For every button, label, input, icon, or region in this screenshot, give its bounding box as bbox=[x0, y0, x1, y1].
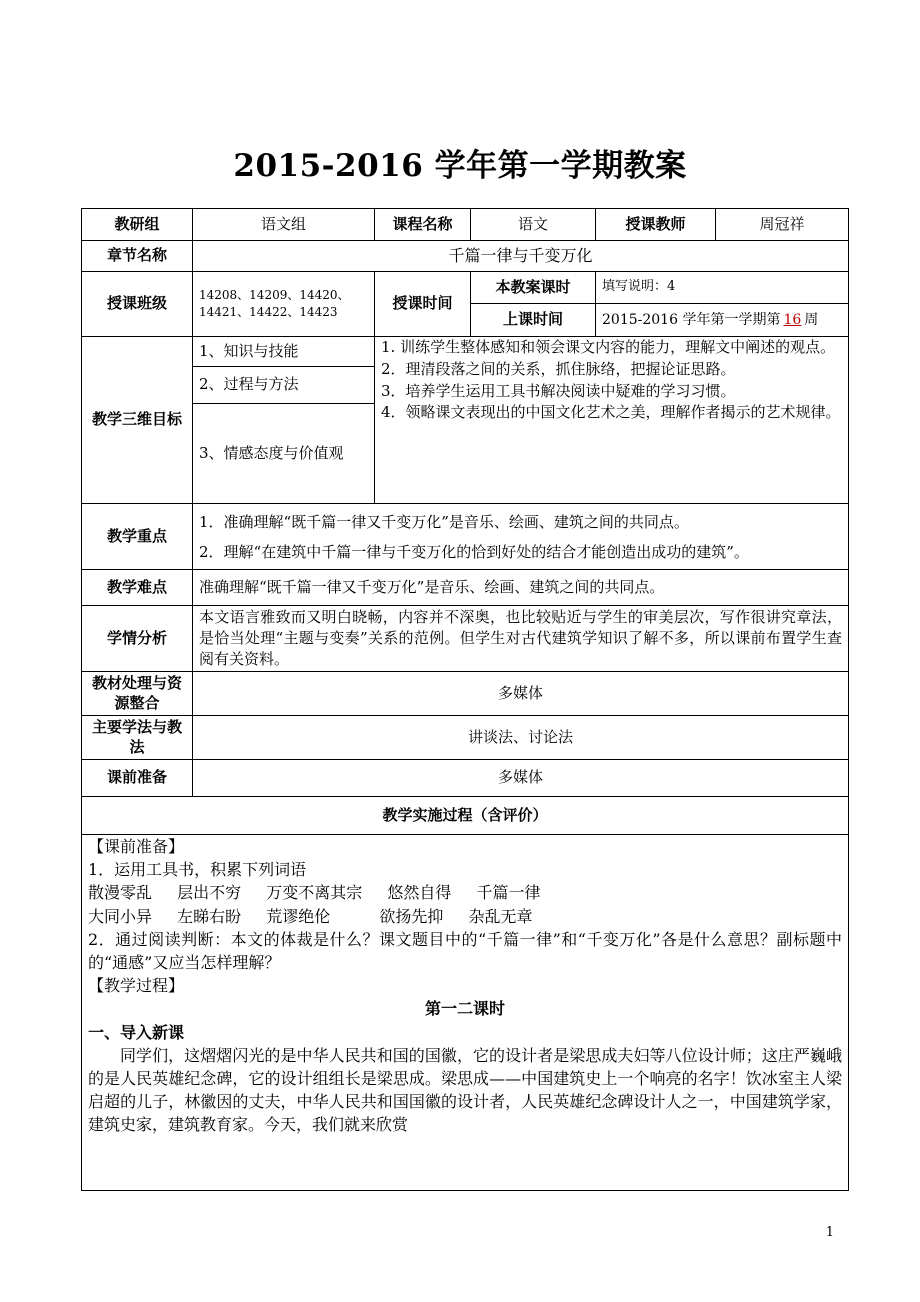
resources-label: 教材处理与资源整合 bbox=[82, 672, 193, 716]
intro-paragraph: 同学们，这熠熠闪光的是中华人民共和国的国徽，它的设计者是梁思成夫妇等八位设计师；这庄严巍峨的是人民英雄纪念碑，它的设计组组长是梁思成。梁思成——中国建筑史上一个响亮的名字！饮冰室主人梁启超的儿子，林徽因的丈夫，中华人民共和国国徽的设计者，人民英雄纪念碑设计人之一，中国建筑学家，建筑史家，建筑教育家。今天，我们就来欣赏 bbox=[88, 1045, 842, 1135]
vocab-word: 杂乱无章 bbox=[468, 906, 533, 926]
vocab-row-2 bbox=[88, 905, 842, 928]
vocab-word: 层出不穷 bbox=[177, 883, 242, 903]
vocab-word: 大同小异 bbox=[88, 906, 153, 926]
lesson-time-value bbox=[596, 304, 849, 337]
resources-value: 多媒体 bbox=[193, 672, 849, 716]
process-body bbox=[82, 835, 849, 1191]
goal-item: 3．培养学生运用工具书解决阅读中疑难的学习习惯。 bbox=[381, 381, 736, 400]
key-points-content bbox=[193, 504, 849, 570]
course-value: 语文 bbox=[471, 209, 596, 241]
goal-dim-attitude: 3、情感态度与价值观 bbox=[193, 404, 375, 504]
prep-row bbox=[82, 760, 849, 797]
task-2: 2．通过阅读判断：本文的体裁是什么？课文题目中的“千篇一律”和“千变万化”各是什么意思？副标题中的“通感”又应当怎样理解？ bbox=[88, 929, 842, 972]
difficulty-label: 教学难点 bbox=[82, 570, 193, 606]
time-label: 授课时间 bbox=[375, 272, 471, 337]
key-points-label: 教学重点 bbox=[82, 504, 193, 570]
vocab-word: 荒谬绝伦 bbox=[266, 906, 331, 926]
process-title-row bbox=[82, 797, 849, 835]
methods-label: 主要学法与教法 bbox=[82, 716, 193, 760]
goal-dim-knowledge: 1、知识与技能 bbox=[193, 337, 375, 367]
session-heading: 第一二课时 bbox=[424, 999, 505, 1019]
class-label: 授课班级 bbox=[82, 272, 193, 337]
analysis-value: 本文语言雅致而又明白晓畅，内容并不深奥，也比较贴近与学生的审美层次，写作很讲究章法，是恰当处理“主题与变奏”关系的范例。但学生对古代建筑学知识了解不多，所以课前布置学生查阅有关资料。 bbox=[193, 606, 849, 672]
header-row bbox=[82, 209, 849, 241]
difficulty-value: 准确理解“既千篇一律又千变万化”是音乐、绘画、建筑之间的共同点。 bbox=[193, 570, 849, 606]
analysis-label: 学情分析 bbox=[82, 606, 193, 672]
goals-label: 教学三维目标 bbox=[82, 337, 193, 504]
vocab-word: 万变不离其宗 bbox=[266, 883, 363, 903]
lesson-time-suffix: 周 bbox=[804, 311, 819, 328]
lesson-time-label: 上课时间 bbox=[471, 304, 596, 337]
hours-value: 填写说明：4 bbox=[596, 272, 849, 304]
lesson-plan-table bbox=[81, 208, 849, 1191]
vocab-word: 散漫零乱 bbox=[88, 883, 153, 903]
process-title: 教学实施过程（含评价） bbox=[82, 797, 849, 835]
goal-item: 2．理清段落之间的关系，抓住脉络，把握论证思路。 bbox=[381, 359, 736, 378]
chapter-row bbox=[82, 241, 849, 272]
class-row-top bbox=[82, 272, 849, 304]
chapter-label: 章节名称 bbox=[82, 241, 193, 272]
goal-item: 4．领略课文表现出的中国文化艺术之美，理解作者揭示的艺术规律。 bbox=[381, 403, 841, 422]
hours-label: 本教案课时 bbox=[471, 272, 596, 304]
key-point-item: 1．准确理解“既千篇一律又千变万化”是音乐、绘画、建筑之间的共同点。 bbox=[199, 512, 689, 531]
vocab-word: 千篇一律 bbox=[476, 883, 541, 903]
goals-content bbox=[375, 337, 849, 504]
goals-row-1 bbox=[82, 337, 849, 367]
week-number: 16 bbox=[783, 311, 802, 328]
methods-row bbox=[82, 716, 849, 760]
pre-class-heading: 【课前准备】 bbox=[88, 837, 185, 856]
teacher-value: 周冠祥 bbox=[716, 209, 849, 241]
vocab-word: 左睇右盼 bbox=[177, 906, 242, 926]
vocab-row-1 bbox=[88, 881, 842, 904]
process-body-row bbox=[82, 835, 849, 1191]
chapter-value: 千篇一律与千变万化 bbox=[193, 241, 849, 272]
section-heading: 一、导入新课 bbox=[88, 1022, 185, 1042]
goal-item: 1. 训练学生整体感知和领会课文内容的能力，理解文中阐述的观点。 bbox=[381, 338, 836, 356]
methods-value: 讲谈法、讨论法 bbox=[193, 716, 849, 760]
course-label: 课程名称 bbox=[375, 209, 471, 241]
teacher-label: 授课教师 bbox=[596, 209, 716, 241]
page-title: 2015-2016 学年第一学期教案 bbox=[233, 148, 687, 184]
lesson-time-prefix: 2015-2016 学年第一学期第 bbox=[602, 311, 781, 328]
vocab-word: 欲扬先抑 bbox=[379, 906, 444, 926]
prep-label: 课前准备 bbox=[82, 760, 193, 797]
key-points-row bbox=[82, 504, 849, 570]
difficulty-row bbox=[82, 570, 849, 606]
analysis-row bbox=[82, 606, 849, 672]
prep-value: 多媒体 bbox=[193, 760, 849, 797]
teach-group-value: 语文组 bbox=[193, 209, 375, 241]
key-point-item: 2．理解“在建筑中千篇一律与千变万化的恰到好处的结合才能创造出成功的建筑”。 bbox=[199, 542, 749, 561]
process-heading: 【教学过程】 bbox=[88, 976, 185, 996]
resources-row bbox=[82, 672, 849, 716]
class-list: 14208、14209、14420、14421、14422、14423 bbox=[193, 272, 375, 337]
page-number: 1 bbox=[825, 1225, 834, 1240]
task-1: 1．运用工具书，积累下列词语 bbox=[88, 860, 307, 880]
teach-group-label: 教研组 bbox=[82, 209, 193, 241]
goal-dim-process: 2、过程与方法 bbox=[193, 367, 375, 404]
vocab-word: 悠然自得 bbox=[387, 883, 452, 903]
